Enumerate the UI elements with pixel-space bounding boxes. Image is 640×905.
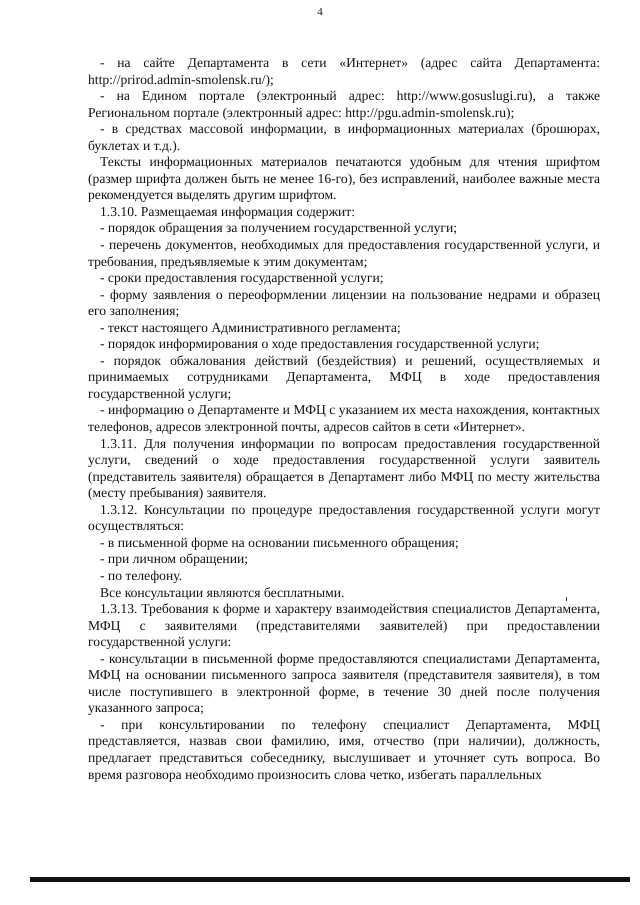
- list-item-appeal-order: - порядок обжалования действий (бездействия) и решений, осуществляемых и принимаемых сотрудниками Департамента, МФЦ в ходе предоставления государственной услуги;: [88, 352, 600, 401]
- paragraph-single-portal: - на Едином портале (электронный адрес: http://www.gosuslugi.ru), а также Региональном портале (электронный адрес: http://pgu.admin-smolensk.ru);: [88, 88, 600, 120]
- paragraph-mass-media: - в средствах массовой информации, в информационных материалах (брошюрах, буклетах и т.д.).: [88, 121, 600, 153]
- list-item-department-info: - информацию о Департаменте и МФЦ с указанием их места нахождения, контактных телефонов, адресов электронной почты, адресов сайтов в сети «Интернет».: [88, 402, 600, 435]
- footer-rule: [30, 877, 630, 882]
- list-item-by-phone: - по телефону.: [100, 567, 183, 583]
- paragraph-1-3-13: 1.3.13. Требования к форме и характеру взаимодействия специалистов Департамента, МФЦ с заявителями (представителями заявителей) при предоставлении государственной услуги:: [88, 601, 600, 650]
- list-item-written-form: - в письменной форме на основании письменного обращения;: [100, 534, 459, 550]
- paragraph-1-3-10: 1.3.10. Размещаемая информация содержит:: [100, 203, 355, 219]
- list-item-license-form: - форму заявления о переоформлении лицензии на пользование недрами и образец его заполнения;: [88, 286, 600, 319]
- list-item-written-consultation: - консультации в письменной форме предоставляются специалистами Департамента, МФЦ на основании письменного запроса заявителя (представителя заявителя), в том числе поступившего в электронной форме, в течение 30 дней после получения указанного запроса;: [88, 650, 600, 716]
- list-item-service-terms: - сроки предоставления государственной услуги;: [100, 270, 384, 286]
- paragraph-1-3-12: 1.3.12. Консультации по процедуре предоставления государственной услуги могут осуществляться:: [88, 501, 600, 534]
- paragraph-info-texts: Тексты информационных материалов печатаются удобным для чтения шрифтом (размер шрифта должен быть не менее 16-го), без исправлений, наиболее важные места рекомендуется выделять другим шрифтом.: [88, 154, 600, 203]
- paragraph-1-3-11: 1.3.11. Для получения информации по вопросам предоставления государственной услуги, сведений о ходе предоставления государственной услуги заявитель (представитель заявителя) обращается в Департамент либо МФЦ по месту жительства (месту пребывания) заявителя.: [88, 435, 600, 501]
- list-item-phone-consultation: - при консультировании по телефону специалист Департамента, МФЦ представляется, назвав свои фамилию, имя, отчество (при наличии), должность, предлагает представиться собеседнику, выслушивает и уточняет суть вопроса. Во время разговора необходимо произносить слова четко, избегать параллельных: [88, 716, 600, 782]
- list-item-application-order: - порядок обращения за получением государственной услуги;: [100, 220, 458, 236]
- paragraph-free-consultations: Все консультации являются бесплатными.: [100, 584, 345, 600]
- page-number: 4: [317, 6, 323, 18]
- paragraph-site-department: - на сайте Департамента в сети «Интернет» (адрес сайта Департамента: http://prirod.admin-smolensk.ru/);: [88, 55, 600, 87]
- list-item-regulation-text: - текст настоящего Административного регламента;: [100, 319, 401, 335]
- scan-mark: [566, 597, 567, 601]
- document-body: [88, 55, 600, 783]
- list-item-document-list: - перечень документов, необходимых для предоставления государственной услуги, и требования, предъявляемые к этим документам;: [88, 237, 600, 269]
- list-item-personal-visit: - при личном обращении;: [100, 551, 249, 567]
- list-item-informing-order: - порядок информирования о ходе предоставления государственной услуги;: [100, 336, 540, 352]
